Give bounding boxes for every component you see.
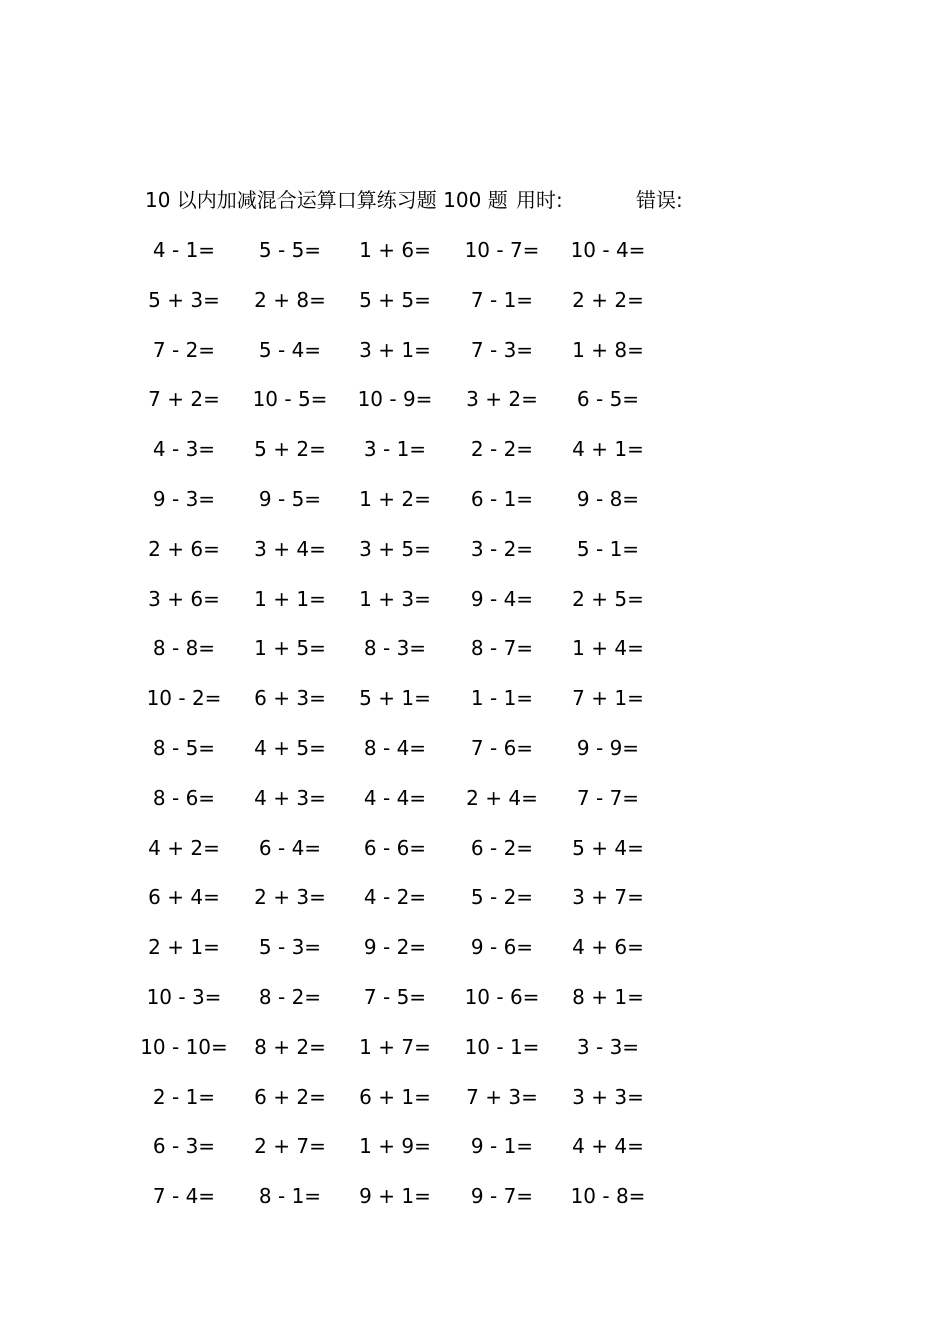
problem-item: 9 - 9=	[576, 736, 640, 760]
problem-item: 8 - 6=	[152, 786, 216, 810]
problem-item: 6 - 5=	[576, 387, 640, 411]
problem-item: 7 - 6=	[470, 736, 534, 760]
problem-item: 6 - 2=	[470, 836, 534, 860]
problem-item: 7 + 2=	[148, 387, 220, 411]
problem-item: 7 - 4=	[152, 1184, 216, 1208]
problem-item: 1 + 6=	[359, 238, 431, 262]
problem-item: 10 - 8=	[570, 1184, 646, 1208]
problem-item: 1 + 4=	[572, 636, 644, 660]
problem-item: 1 + 8=	[572, 338, 644, 362]
problem-item: 10 - 10=	[140, 1035, 228, 1059]
problem-item: 3 + 6=	[148, 587, 220, 611]
problem-item: 8 - 8=	[152, 636, 216, 660]
problem-item: 3 + 5=	[359, 537, 431, 561]
problem-item: 5 - 3=	[258, 935, 322, 959]
problem-item: 2 - 1=	[152, 1085, 216, 1109]
problem-item: 7 - 7=	[576, 786, 640, 810]
problem-item: 2 + 4=	[466, 786, 538, 810]
problem-item: 10 - 1=	[464, 1035, 540, 1059]
problem-item: 8 + 1=	[572, 985, 644, 1009]
problem-item: 3 + 2=	[466, 387, 538, 411]
problem-item: 1 + 3=	[359, 587, 431, 611]
problem-item: 5 - 1=	[576, 537, 640, 561]
problem-item: 8 - 4=	[363, 736, 427, 760]
problem-item: 7 - 2=	[152, 338, 216, 362]
problem-item: 8 + 2=	[254, 1035, 326, 1059]
problem-item: 2 + 7=	[254, 1134, 326, 1158]
problem-item: 8 - 1=	[258, 1184, 322, 1208]
problem-item: 4 + 5=	[254, 736, 326, 760]
problem-item: 2 + 2=	[572, 288, 644, 312]
problem-item: 5 + 3=	[148, 288, 220, 312]
problem-item: 1 + 2=	[359, 487, 431, 511]
problem-item: 6 + 3=	[254, 686, 326, 710]
problem-item: 6 + 2=	[254, 1085, 326, 1109]
problem-item: 9 - 5=	[258, 487, 322, 511]
problem-item: 5 + 2=	[254, 437, 326, 461]
problem-item: 9 - 2=	[363, 935, 427, 959]
problem-item: 3 - 1=	[363, 437, 427, 461]
problem-item: 7 + 3=	[466, 1085, 538, 1109]
problem-item: 1 + 9=	[359, 1134, 431, 1158]
problem-item: 1 + 7=	[359, 1035, 431, 1059]
problem-item: 9 - 8=	[576, 487, 640, 511]
problem-item: 6 + 4=	[148, 885, 220, 909]
problem-item: 6 - 4=	[258, 836, 322, 860]
problem-item: 8 - 3=	[363, 636, 427, 660]
problem-item: 9 - 3=	[152, 487, 216, 511]
problem-item: 8 - 7=	[470, 636, 534, 660]
worksheet-title: 10 以内加减混合运算口算练习题 100 题	[145, 188, 508, 212]
time-used-label: 用时:	[516, 188, 563, 212]
errors-label: 错误:	[636, 188, 683, 212]
problem-item: 10 - 4=	[570, 238, 646, 262]
problem-item: 5 - 5=	[258, 238, 322, 262]
problem-item: 2 + 5=	[572, 587, 644, 611]
problem-item: 7 - 5=	[363, 985, 427, 1009]
problem-item: 6 + 1=	[359, 1085, 431, 1109]
problem-item: 2 + 1=	[148, 935, 220, 959]
problem-item: 6 - 1=	[470, 487, 534, 511]
problem-item: 9 - 7=	[470, 1184, 534, 1208]
problem-item: 8 - 2=	[258, 985, 322, 1009]
problem-item: 5 - 4=	[258, 338, 322, 362]
problem-item: 1 + 5=	[254, 636, 326, 660]
problem-item: 4 + 3=	[254, 786, 326, 810]
problem-item: 9 - 6=	[470, 935, 534, 959]
problem-item: 7 - 1=	[470, 288, 534, 312]
problem-item: 7 - 3=	[470, 338, 534, 362]
problem-item: 10 - 3=	[146, 985, 222, 1009]
problem-item: 10 - 6=	[464, 985, 540, 1009]
problem-item: 3 - 3=	[576, 1035, 640, 1059]
problem-item: 2 + 8=	[254, 288, 326, 312]
problem-item: 3 - 2=	[470, 537, 534, 561]
problem-item: 3 + 4=	[254, 537, 326, 561]
problem-item: 6 - 3=	[152, 1134, 216, 1158]
problem-item: 4 + 1=	[572, 437, 644, 461]
problem-item: 1 + 1=	[254, 587, 326, 611]
problem-item: 9 - 1=	[470, 1134, 534, 1158]
problem-item: 4 + 4=	[572, 1134, 644, 1158]
problem-item: 10 - 5=	[252, 387, 328, 411]
problem-item: 4 + 6=	[572, 935, 644, 959]
problem-item: 5 + 1=	[359, 686, 431, 710]
problem-item: 5 - 2=	[470, 885, 534, 909]
problem-item: 4 - 2=	[363, 885, 427, 909]
problem-item: 4 + 2=	[148, 836, 220, 860]
problem-item: 1 - 1=	[470, 686, 534, 710]
problem-item: 10 - 7=	[464, 238, 540, 262]
problem-item: 3 + 3=	[572, 1085, 644, 1109]
problem-item: 5 + 4=	[572, 836, 644, 860]
problem-item: 4 - 3=	[152, 437, 216, 461]
problem-item: 5 + 5=	[359, 288, 431, 312]
problem-item: 3 + 7=	[572, 885, 644, 909]
problem-item: 10 - 2=	[146, 686, 222, 710]
problem-item: 7 + 1=	[572, 686, 644, 710]
problem-item: 4 - 1=	[152, 238, 216, 262]
problem-item: 2 - 2=	[470, 437, 534, 461]
problem-item: 2 + 6=	[148, 537, 220, 561]
problem-item: 9 - 4=	[470, 587, 534, 611]
problem-item: 3 + 1=	[359, 338, 431, 362]
problem-item: 6 - 6=	[363, 836, 427, 860]
problem-item: 10 - 9=	[357, 387, 433, 411]
problem-item: 4 - 4=	[363, 786, 427, 810]
problem-item: 2 + 3=	[254, 885, 326, 909]
problem-item: 9 + 1=	[359, 1184, 431, 1208]
problem-item: 8 - 5=	[152, 736, 216, 760]
